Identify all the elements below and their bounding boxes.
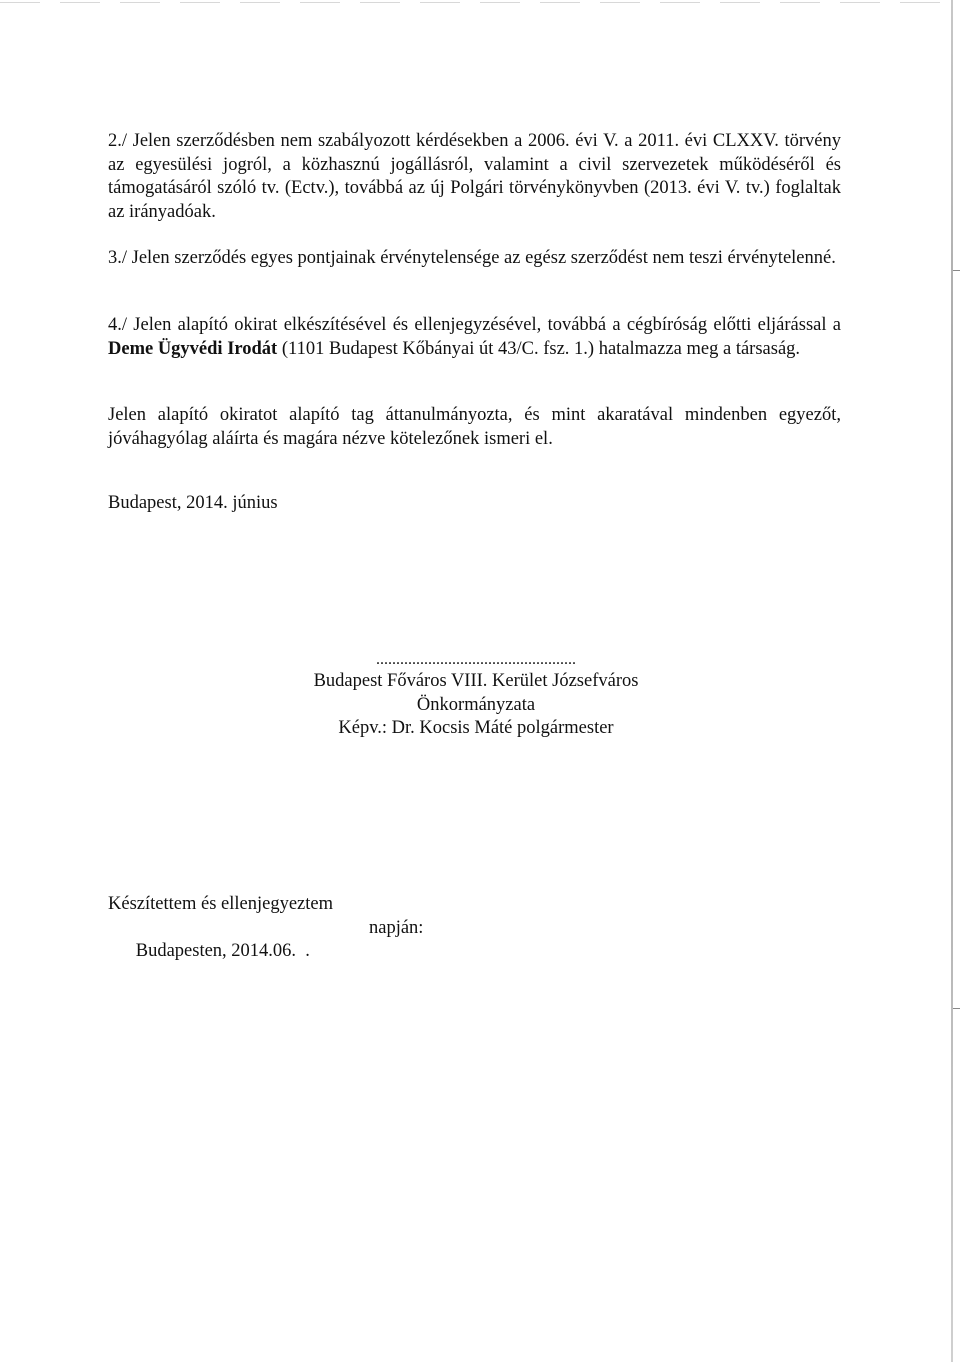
paragraph-5: Jelen alapító okiratot alapító tag áttanulmányozta, és mint akaratával mindenben egyezőt, jóváhagyólag aláírta és magára nézve kötelezőnek ismeri el. [108, 405, 841, 449]
paragraph-2: 2./ Jelen szerződésben nem szabályozott kérdésekben a 2006. évi V. a 2011. évi CLXXV. törvény az egyesülési jogról, a közhasznú jogállásról, valamint a civil szervezetek működéséről és támogatásáról szóló tv. (Ectv.), továbbá az új Polgári törvénykönyvben (2013. évi V. tv.) foglaltak az irányadóak. [108, 131, 841, 222]
law-firm-name: Deme Ügyvédi Irodát [108, 338, 278, 359]
scan-edge-top [0, 2, 960, 3]
scan-edge-right [951, 0, 953, 1362]
paragraph-3: 3./ Jelen szerződés egyes pontjainak érvénytelensége az egész szerződést nem teszi érvénytelenné. [108, 248, 836, 268]
countersign-date: Budapesten, 2014.06. . [135, 941, 310, 961]
signature-line: .................................................. [376, 651, 576, 668]
signatory-representative: Képv.: Dr. Kocsis Máté polgármester [338, 718, 614, 738]
countersign-line2 [108, 917, 424, 1011]
place-and-date: Budapest, 2014. június [108, 493, 278, 513]
countersignature-block [108, 893, 424, 1011]
scan-mark [953, 270, 960, 271]
scan-mark [953, 1008, 960, 1009]
countersign-napjan: napján: [369, 917, 424, 938]
paragraph-4-text-before: 4./ Jelen alapító okirat elkészítésével és ellenjegyzésével, továbbá a cégbíróság előtti eljárással a [108, 315, 841, 335]
signatory-name-line2: Önkormányzata [416, 694, 536, 715]
signatory-name-line1: Budapest Főváros VIII. Kerület Józsefváros [313, 671, 639, 691]
paragraph-4 [108, 314, 841, 361]
signature-block [300, 650, 652, 741]
countersign-line1: Készítettem és ellenjegyeztem [108, 894, 333, 914]
paragraph-4-text-after: (1101 Budapest Kőbányai út 43/C. fsz. 1.) hatalmazza meg a társaság. [277, 338, 801, 359]
